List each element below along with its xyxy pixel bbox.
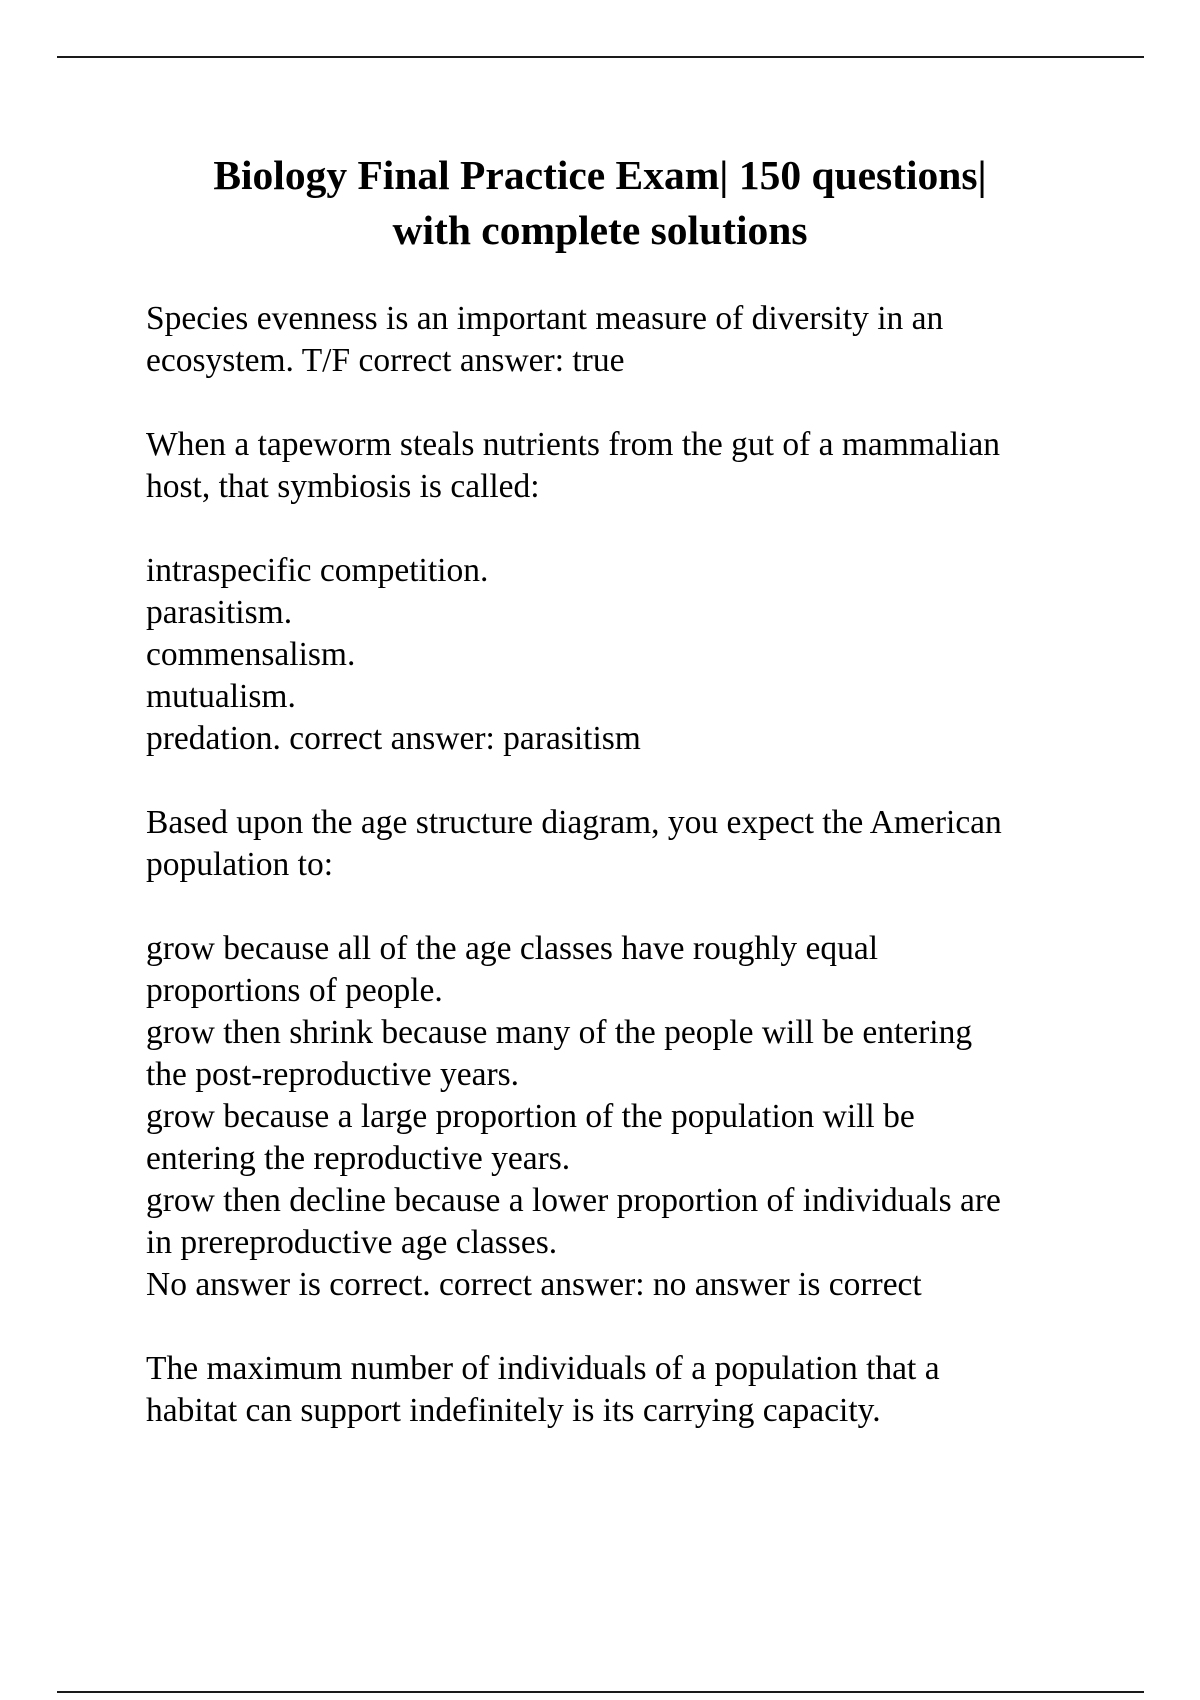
answer-option: predation. correct answer: parasitism bbox=[146, 720, 641, 757]
document-body bbox=[146, 298, 1146, 1474]
answer-option: grow because a large proportion of the population will be bbox=[146, 1098, 915, 1135]
statement-carrying-capacity bbox=[146, 1348, 1146, 1432]
answer-option: entering the reproductive years. bbox=[146, 1140, 571, 1177]
answer-option: proportions of people. bbox=[146, 972, 443, 1009]
answer-option: commensalism. bbox=[146, 636, 356, 673]
top-rule bbox=[57, 56, 1144, 58]
answer-option: mutualism. bbox=[146, 678, 296, 715]
text-line: The maximum number of individuals of a population that a bbox=[146, 1350, 940, 1387]
answer-option: grow then decline because a lower proportion of individuals are bbox=[146, 1182, 1001, 1219]
title-line: with complete solutions bbox=[392, 207, 808, 253]
answer-option: in prereproductive age classes. bbox=[146, 1224, 558, 1261]
question-tapeworm bbox=[146, 424, 1146, 508]
answer-options-tapeworm bbox=[146, 550, 1146, 760]
text-line: Based upon the age structure diagram, you expect the American bbox=[146, 804, 1002, 841]
text-line: habitat can support indefinitely is its carrying capacity. bbox=[146, 1392, 881, 1429]
answer-option: the post-reproductive years. bbox=[146, 1056, 520, 1093]
question-species-evenness bbox=[146, 298, 1146, 382]
bottom-rule bbox=[57, 1691, 1144, 1693]
text-line: When a tapeworm steals nutrients from the gut of a mammalian bbox=[146, 426, 1000, 463]
text-line: Species evenness is an important measure of diversity in an bbox=[146, 300, 944, 337]
answer-option: intraspecific competition. bbox=[146, 552, 489, 589]
text-line: ecosystem. T/F correct answer: true bbox=[146, 342, 625, 379]
answer-option: grow because all of the age classes have roughly equal bbox=[146, 930, 879, 967]
document-title bbox=[120, 148, 1080, 258]
answer-options-age-structure bbox=[146, 928, 1146, 1306]
title-line: Biology Final Practice Exam| 150 questions| bbox=[213, 152, 987, 198]
answer-option: grow then shrink because many of the people will be entering bbox=[146, 1014, 973, 1051]
text-line: population to: bbox=[146, 846, 334, 883]
text-line: host, that symbiosis is called: bbox=[146, 468, 540, 505]
question-age-structure bbox=[146, 802, 1146, 886]
answer-option: No answer is correct. correct answer: no answer is correct bbox=[146, 1266, 922, 1303]
answer-option: parasitism. bbox=[146, 594, 293, 631]
